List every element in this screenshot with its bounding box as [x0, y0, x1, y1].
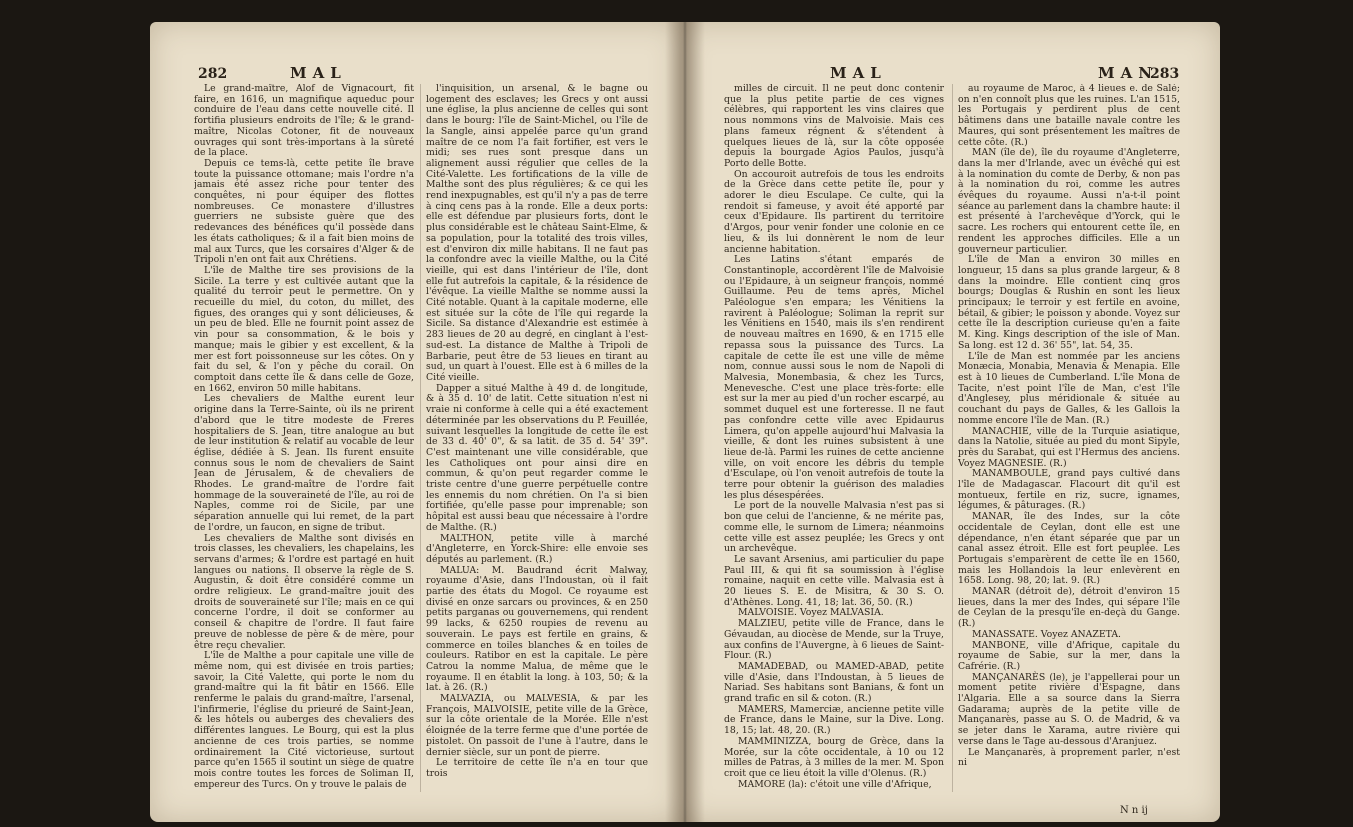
entry: MANACHIE, ville de la Turquie asiatique, dans la Natolie, située au pied du mont Sipyle, près du Sarabat, qui est l'Hermus des anciens. Voyez MAGNESIE. (R.) — [958, 425, 1180, 469]
entry: MANAR (détroit de), détroit d'environ 15 lieues, dans la mer des Indes, qui sépare l'île de Ceylan de la presqu'île en-deçà du Gange. (R.) — [958, 586, 1180, 630]
entry: MAMADEBAD, ou MAMED-ABAD, petite ville d'Asie, dans l'Indoustan, à 5 lieues de Nariad. Ses habitans sont Banians, & font un grand trafic en sil & coton. (R.) — [724, 660, 944, 705]
right-page — [680, 22, 1220, 822]
paragraph: l'inquisition, un arsenal, & le bagne ou logement des esclaves; les Grecs y ont aussi une église, la plus ancienne de celles qui sont dans le bourg: l'île de Saint-Michel, ou l'île de la Sangle, ainsi appelée parce qu'un grand maître de ce nom l'a fait fortifier, est vers le midi; ses rues sont presque dans un alignement aussi régulier que celles de la Cité-Valette. Les fortifications de la ville de Malthe sont des plus régulières; & ce qui les rend inexpugnables, est qu'il n'y a pas de terre à cinq cens pas à la ronde. Elle a deux ports: elle est défendue par plusieurs forts, dont le plus considérable est le château Saint-Elme, & sa population, pour la totalité des trois villes, est d'environ dix mille habitans. Il ne faut pas la confondre avec la vieille Malthe, ou la Cité vieille, qui est dans l'intérieur de l'île, dont elle fut autrefois la capitale, & la résidence de l'évêque. La vieille Malthe se nomme aussi la Cité notable. Quant à la capitale moderne, elle est située sur la côte de l'île qui regarde la Sicile. Sa distance d'Alexandrie est estimée à 283 lieues de 20 au degré, en cinglant à l'est-sud-est. La distance de Malthe à Tripoli de Barbarie, peut être de 53 lieues en tirant au sud, un quart à l'ouest. Elle est à 6 milles de la Cité vieille. — [426, 84, 648, 383]
paragraph: On accouroit autrefois de tous les endroits de la Grèce dans cette petite île, pour y adorer le dieu Esculape. Ce culte, qui la rendoit si fameuse, y avoit été apporté par ceux d'Epidaure. Ils partirent du territoire d'Argos, pour venir fonder une colonie en ce lieu, & ils lui donnèrent le nom de leur ancienne habitation. — [724, 168, 944, 255]
entry: MALTHON, petite ville à marché d'Angleterre, en Yorck-Shire: elle envoie ses députés au parlement. (R.) — [426, 532, 648, 565]
paragraph: au royaume de Maroc, à 4 lieues e. de Salé; on n'en connoît plus que les ruines. L'an 1515, les Portugais y perdirent plus de cent bâtimens dans une bataille navale contre les Maures, qui sont présentement les maîtres de cette côte. (R.) — [958, 84, 1180, 148]
entry: MAMMINIZZA, bourg de Grèce, dans la Morée, sur la côte occidentale, à 10 ou 12 milles de Patras, à 3 milles de la mer. M. Spon croit que ce lieu étoit la ville d'Olenus. (R.) — [724, 735, 944, 779]
paragraph: L'île de Malthe a pour capitale une ville de même nom, qui est divisée en trois parties; savoir, la Cité Valette, qui porte le nom du grand-maître qui la fit bâtir en 1566. Elle renferme le palais du grand-maître, l'arsenal, l'infirmerie, l'église du prieuré de Saint-Jean, & les hôtels ou auberges des chevaliers des différentes langues. Le Bourg, qui est la plus ancienne de ces trois parties, se nomme ordinairement la Cité victorieuse, surtout parce qu'en 1565 il soutint un siège de quatre mois contre toutes les forces de Soliman II, empereur des Turcs. On y trouve le palais de — [194, 650, 414, 790]
paragraph: Le port de la nouvelle Malvasia n'est pas si bon que celui de l'ancienne, & ne mérite pas, comme elle, le surnom de Limera; néanmoins cette ville est assez peuplée; les Grecs y ont un archevêque. — [724, 500, 944, 555]
entry: MANAR, île des Indes, sur la côte occidentale de Ceylan, dont elle est une dépendance, n'en étant séparée que par un canal assez étroit. Elle est fort peuplée. Les Portugais s'emparèrent de cette île en 1560, mais les Hollandois la leur enlevèrent en 1658. Long. 98, 20; lat. 9. (R.) — [958, 511, 1180, 587]
entry: MALVAZIA, ou MALVESIA, & par les François, MALVOISIE, petite ville de la Grèce, sur la côte orientale de la Morée. Elle n'est éloignée de la terre ferme que d'une portée de pistolet. On passoit de l'une à l'autre, dans le dernier siècle, sur un pont de pierre. — [426, 693, 648, 758]
paragraph: Dapper a situé Malthe à 49 d. de longitude, & à 35 d. 10' de latit. Cette situation n'est ni vraie ni conforme à celle qui a été exactement déterminée par les observations du P. Feuillée, suivant lesquelles la longitude de cette île est de 33 d. 40' 0", & sa latit. de 35 d. 54' 39". C'est maintenant une ville considérable, que les Catholiques ont pour ainsi dire en commun, & qu'on peut regarder comme le triste centre d'une guerre perpétuelle contre les ennemis du nom chrétien. On l'a si bien fortifiée, qu'elle passe pour imprenable; son hôpital est aussi beau que nécessaire à l'ordre de Malthe. (R.) — [426, 382, 648, 533]
entry: MALVOISIE. Voyez MALVASIA. — [738, 607, 884, 619]
left-column-2 — [426, 84, 648, 796]
paragraph: L'île de Man est nommée par les anciens Monæcia, Monabia, Menavia & Menapia. Elle est à 10 lieues de Cumberland. L'île Mona de Tacite, n'est point l'île de Man, c'est l'île d'Anglesey, plus méridionale & située au couchant du pays de Galles, & les Gallois la nomme encore l'île de Man. (R.) — [958, 350, 1180, 426]
paragraph: Le grand-maître, Alof de Vignacourt, fit faire, en 1616, un magnifique aqueduc pour conduire de l'eau dans cette nouvelle cité. Il fortifia plusieurs endroits de l'île; & le grand-maître, Nicolas Cotoner, fit de nouveaux ouvrages qui sont très-importans à la sûreté de la place. — [194, 84, 414, 159]
open-book — [150, 22, 1220, 822]
column-rule — [420, 84, 421, 792]
left-column-1 — [194, 84, 414, 796]
right-page-number: 283 — [1150, 66, 1180, 82]
entry: MANAMBOULE, grand pays cultivé dans l'île de Madagascar. Flacourt dit qu'il est montueux, fertile en riz, sucre, ignames, légumes, & pâturages. (R.) — [958, 468, 1180, 512]
entry: MAN (île de), île du royaume d'Angleterre, dans la mer d'Irlande, avec un évêché qui est à la nomination du comte de Derby, & non pas à la nomination du roi, comme les autres évêques du royaume. Aussi n'a-t-il point séance au parlement dans la chambre haute: il est présenté à l'archevêque d'Yorck, qui le sacre. Les rochers qui entourent cette île, en rendent les approches difficiles. Elle a un gouverneur particulier. — [958, 147, 1180, 255]
left-page-number: 282 — [198, 66, 228, 82]
paragraph: Les chevaliers de Malthe sont divisés en trois classes, les chevaliers, les chapelains, les servans d'armes; & l'ordre est partagé en huit langues ou nations. Il observe la règle de S. Augustin, & doit être considéré comme un ordre religieux. Le grand-maître jouit des droits de souveraineté sur l'île; mais en ce qui concerne l'ordre, il doit se conformer au conseil & chapitre de l'ordre. Il faut faire preuve de noblesse de père & de mère, pour être reçu chevalier. — [194, 532, 414, 651]
entry: MALUA: M. Baudrand écrit Malway, royaume d'Asie, dans l'Indoustan, où il fait partie des états du Mogol. Ce royaume est divisé en onze sarcars ou provinces, & en 250 petits parganas ou gouvernemens, qui rendent 99 lacks, & 6250 roupies de revenu au souverain. Le pays est fertile en grains, & commerce en toiles blanches & en toiles de couleurs. Ratibor en est la capitale. Le père Catrou la nomme Malua, de même que le royaume. Il en établit la long. à 103, 50; & la lat. à 26. (R.) — [426, 564, 648, 694]
entry: MAMERS, Mamerciæ, ancienne petite ville de France, dans le Maine, sur la Dive. Long. 18, 15; lat. 48, 20. (R.) — [724, 703, 944, 737]
paragraph: L'île de Man a environ 30 milles en longueur, 15 dans sa plus grande largeur, & 8 dans la moindre. Elle contient cinq gros bourgs; Douglas & Rushin en sont les lieux principaux; le terroir y est fertile en avoine, bétail, & gibier; le poisson y abonde. Voyez sur cette île la description curieuse qu'en a faite M. King. Kings description of the isle of Man. Sa long. est 12 d. 36' 55", lat. 54, 35. — [958, 254, 1180, 351]
left-page — [150, 22, 680, 822]
entry: MANASSATE. Voyez ANAZETA. — [972, 628, 1121, 640]
paragraph: L'île de Malthe tire ses provisions de la Sicile. La terre y est cultivée autant que la qualité du terroir peut le permettre. On y recueille du miel, du coton, du millet, des figues, des oranges qui y sont délicieuses, & un peu de bled. Elle ne fournit point assez de vin pour sa consommation, & le bois y manque; mais le gibier y est excellent, & la mer est fort poissonneuse sur les côtes. On y fait du sel, & l'on y pêche du corail. On comptoit dans cette île & dans celle de Goze, en 1662, environ 50 mille habitans. — [194, 264, 414, 394]
paragraph: Depuis ce tems-là, cette petite île brave toute la puissance ottomane; mais l'ordre n'a jamais été assez riche pour tenter des conquêtes, ni pour équiper des flottes nombreuses. Ce monastere d'illustres guerriers ne subsiste guère que des redevances des bénéfices qu'il possède dans les états catholiques; & il a fait bien moins de mal aux Turcs, que les corsaires d'Alger & de Tripoli n'en ont fait aux Chrétiens. — [194, 157, 414, 266]
right-running-header: MAL MAN — [830, 64, 1158, 82]
paragraph: Les Latins s'étant emparés de Constantinople, accordèrent l'île de Malvoisie ou l'Epidaure, à un seigneur françois, nommé Guillaume. Peu de tems après, Michel Paléologue s'en empara; les Vénitiens la ravirent à Paléologue; Soliman la reprit sur les Vénitiens en 1540, mais ils s'en rendirent de nouveau maîtres en 1690, & en 1715 elle repassa sous la puissance des Turcs. La capitale de cette île est une ville de même nom, connue aussi sous le nom de Napoli di Malvesia, Monembasia, & chez les Turcs, Menevesche. C'est une place très-forte: elle est sur la mer au pied d'un rocher escarpé, au sommet duquel est une forteresse. Il ne faut pas confondre cette ville avec Epidaurus Limera, qu'on appelle aujourd'hui Malvasia la vieille, & dont les ruines subsistent à une lieue de-là. Parmi les ruines de cette ancienne ville, on voit encore les débris du temple d'Esculape, où l'on venoit autrefois de toute la terre pour obtenir la guérison des maladies les plus désespérées. — [724, 254, 944, 501]
paragraph: Le territoire de cette île n'a en tour que trois — [426, 757, 648, 779]
paragraph: Les chevaliers de Malthe eurent leur origine dans la Terre-Sainte, où ils ne prirent d'abord que le titre modeste de Freres hospitaliers de S. Jean, titre analogue au but de leur institution & relatif au vocable de leur église, dédiée à S. Jean. Ils furent ensuite connus sous le nom de chevaliers de Saint Jean de Jérusalem, & de chevaliers de Rhodes. Le grand-maître de l'ordre fait hommage de la souveraineté de l'île, au roi de Naples, comme roi de Sicile, par une séparation annuelle qui lui remet, de la part de l'ordre, un faucon, en signe de tribut. — [194, 393, 414, 533]
right-column-1 — [724, 84, 944, 796]
paragraph: Le savant Arsenius, ami particulier du pape Paul III, & qui fit sa soumission à l'église romaine, naquit en cette ville. Malvasia est à 20 lieues S. E. de Misitra, & 30 S. O. d'Athènes. Long. 41, 18; lat. 36, 50. (R.) — [724, 553, 944, 608]
signature-mark: N n ij — [1120, 805, 1148, 816]
right-column-2 — [958, 84, 1180, 796]
paragraph: milles de circuit. Il ne peut donc contenir que la plus petite partie de ces vignes célèbres, qui rapportent les vins claires que nous nommons vins de Malvoisie. Mais ces plans fameux régnent & s'étendent à quelques lieues de là, sur la côte opposée depuis la bourgade Agios Paulos, jusqu'à Porto delle Botte. — [724, 84, 944, 169]
paragraph: Le Mançanarès, à proprement parler, n'est ni — [958, 746, 1180, 769]
entry: MAMORE (la): c'étoit une ville d'Afrique, — [738, 778, 932, 790]
column-rule — [952, 84, 953, 792]
entry: MALZIEU, petite ville de France, dans le Gévaudan, au diocèse de Mende, sur la Truye, aux confins de l'Auvergne, à 6 lieues de Saint-Flour. (R.) — [724, 618, 944, 662]
left-running-header: MAL — [290, 64, 347, 82]
entry: MANÇANARÈS (le), je l'appellerai pour un moment petite rivière d'Espagne, dans l'Algaria. Elle a sa source dans la Sierra Gadarama; auprès de la petite ville de Mançanarès, passe au S. O. de Madrid, & va se jeter dans le Xarama, autre rivière qui verse dans le Tage au-dessous d'Aranjuez. — [958, 671, 1180, 747]
book-gutter — [665, 22, 705, 822]
entry: MANBONE, ville d'Afrique, capitale du royaume de Sabie, sur la mer, dans la Cafrérie. (R.) — [958, 639, 1180, 672]
